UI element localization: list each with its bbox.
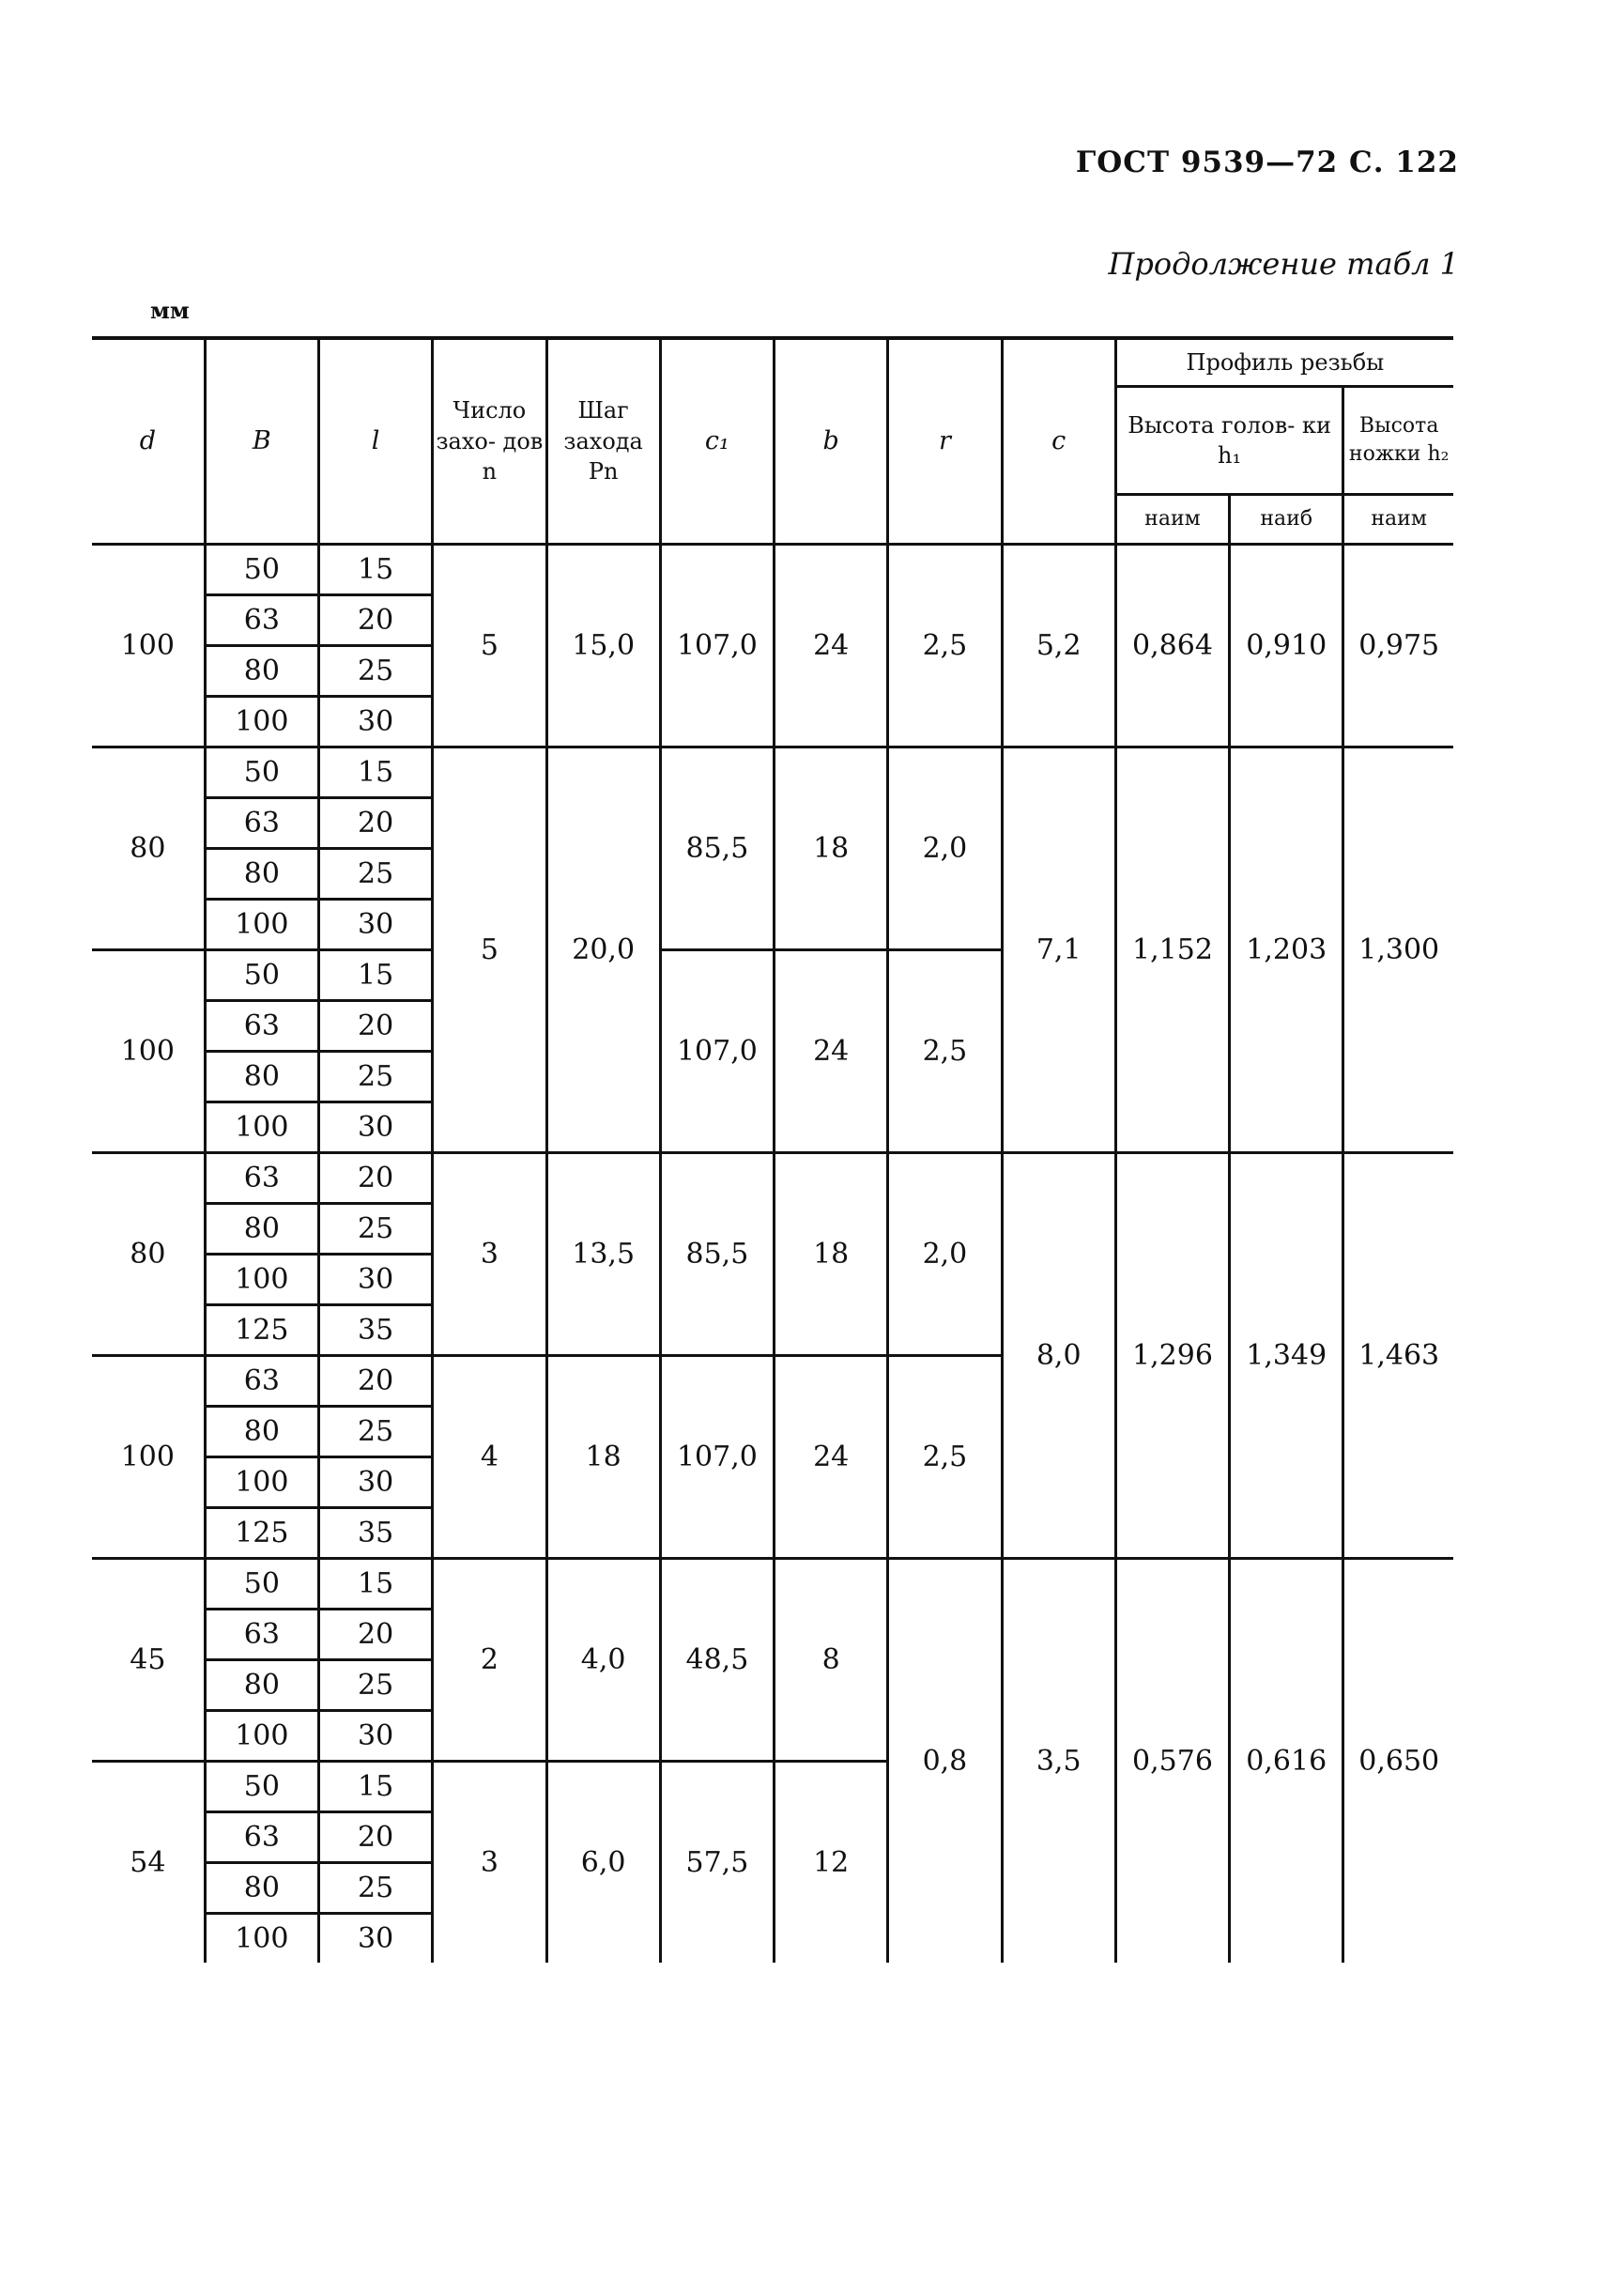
cell-l: 15 — [318, 950, 432, 1001]
col-h1-max: наиб — [1230, 494, 1343, 545]
col-h1: Высота голов- ки h₁ — [1115, 387, 1343, 494]
cell-n: 2 — [433, 1559, 546, 1762]
cell-l: 15 — [318, 747, 432, 798]
cell-l: 20 — [318, 1153, 432, 1204]
cell-l: 25 — [318, 1204, 432, 1255]
cell-n: 5 — [433, 747, 546, 1153]
cell-l: 20 — [318, 1356, 432, 1407]
cell-h1-max: 1,349 — [1230, 1153, 1343, 1559]
cell-b: 18 — [775, 1153, 888, 1356]
cell-r: 2,5 — [888, 950, 1002, 1153]
table-row — [92, 1153, 1453, 1204]
cell-B: 63 — [205, 595, 318, 646]
col-thread-profile: Профиль резьбы — [1115, 338, 1453, 387]
cell-l: 25 — [318, 849, 432, 900]
cell-Pn: 6,0 — [546, 1762, 660, 1964]
cell-l: 15 — [318, 545, 432, 595]
cell-d: 54 — [130, 1846, 166, 1879]
cell-B: 50 — [205, 1559, 318, 1610]
cell-B: 80 — [205, 1660, 318, 1711]
cell-d: 100 — [92, 545, 205, 747]
cell-B: 80 — [205, 1863, 318, 1914]
cell-B: 80 — [205, 1204, 318, 1255]
cell-b: 24 — [775, 950, 888, 1153]
cell-b: 18 — [775, 747, 888, 950]
cell-l: 30 — [318, 900, 432, 950]
cell-h1-min: 1,296 — [1115, 1153, 1229, 1559]
cell-l: 30 — [318, 1457, 432, 1508]
cell-l: 35 — [318, 1508, 432, 1559]
cell-b: 24 — [775, 545, 888, 747]
cell-b: 8 — [775, 1559, 888, 1762]
cell-B: 63 — [205, 1812, 318, 1863]
cell-c: 3,5 — [1002, 1559, 1115, 1964]
cell-l: 30 — [318, 1914, 432, 1964]
cell-h2-min: 1,463 — [1343, 1153, 1453, 1559]
cell-l: 25 — [318, 1863, 432, 1914]
cell-r: 2,5 — [888, 1356, 1002, 1559]
col-B: B — [205, 338, 318, 545]
cell-r: 0,8 — [888, 1559, 1002, 1964]
cell-n: 4 — [433, 1356, 546, 1559]
cell-d: 80 — [92, 747, 205, 950]
cell-l: 25 — [318, 1052, 432, 1102]
col-d: d — [92, 338, 205, 545]
cell-c1: 85,5 — [660, 747, 774, 950]
cell-B: 63 — [205, 1356, 318, 1407]
cell-c: 5,2 — [1002, 545, 1115, 747]
cell-c1: 48,5 — [660, 1559, 774, 1762]
col-l: l — [318, 338, 432, 545]
cell-B: 63 — [205, 1001, 318, 1052]
col-n: Число захо- дов n — [433, 338, 546, 545]
cell-B: 50 — [205, 1762, 318, 1812]
col-h2: Высота ножки h₂ — [1343, 387, 1453, 494]
cell-Pn: 15,0 — [546, 545, 660, 747]
cell-Pn: 4,0 — [546, 1559, 660, 1762]
cell-B: 50 — [205, 747, 318, 798]
cell-c1: 107,0 — [660, 950, 774, 1153]
col-c: c — [1002, 338, 1115, 545]
cell-h1-min: 0,864 — [1115, 545, 1229, 747]
cell-d: 80 — [92, 1153, 205, 1356]
cell-b: 12 — [775, 1762, 888, 1964]
cell-Pn: 13,5 — [546, 1153, 660, 1356]
cell-r: 2,0 — [888, 1153, 1002, 1356]
cell-c1: 85,5 — [660, 1153, 774, 1356]
cell-B: 100 — [205, 1711, 318, 1762]
cell-B: 100 — [205, 900, 318, 950]
cell-Pn: 18 — [546, 1356, 660, 1559]
table-row — [92, 747, 1453, 798]
cell-n: 3 — [433, 1153, 546, 1356]
cell-B: 80 — [205, 1052, 318, 1102]
cell-Pn: 20,0 — [546, 747, 660, 1153]
cell-B: 50 — [205, 545, 318, 595]
cell-n: 5 — [433, 545, 546, 747]
cell-n: 3 — [433, 1762, 546, 1964]
cell-B: 100 — [205, 1102, 318, 1153]
cell-h1-min: 0,576 — [1115, 1559, 1229, 1964]
cell-B: 100 — [205, 1457, 318, 1508]
cell-B: 63 — [205, 1610, 318, 1660]
unit-label: мм — [150, 297, 190, 324]
cell-b: 24 — [775, 1356, 888, 1559]
cell-l: 20 — [318, 798, 432, 849]
col-c1: c₁ — [660, 338, 774, 545]
cell-l: 30 — [318, 1255, 432, 1305]
cell-l: 20 — [318, 595, 432, 646]
table-continuation-caption: Продолжение табл 1 — [1108, 246, 1459, 282]
table-row — [92, 545, 1453, 595]
cell-l: 15 — [318, 1559, 432, 1610]
cell-l: 25 — [318, 646, 432, 697]
thread-parameters-table — [92, 336, 1453, 1963]
cell-c1: 107,0 — [660, 1356, 774, 1559]
col-r: r — [888, 338, 1002, 545]
cell-l: 25 — [318, 1660, 432, 1711]
document-reference: ГОСТ 9539—72 С. 122 — [1075, 146, 1459, 179]
cell-d: 100 — [92, 1356, 205, 1559]
cell-d: 45 — [92, 1559, 205, 1762]
cell-l: 30 — [318, 1711, 432, 1762]
cell-h1-max: 0,616 — [1230, 1559, 1343, 1964]
col-h2-min: наим — [1343, 494, 1453, 545]
cell-h2-min: 0,975 — [1343, 545, 1453, 747]
cell-B: 50 — [205, 950, 318, 1001]
cell-h1-max: 1,203 — [1230, 747, 1343, 1153]
cell-h2-min: 0,650 — [1343, 1559, 1453, 1964]
cell-h2-min: 1,300 — [1343, 747, 1453, 1153]
cell-l: 15 — [318, 1762, 432, 1812]
cell-h1-min: 1,152 — [1115, 747, 1229, 1153]
cell-l: 20 — [318, 1812, 432, 1863]
cell-B: 100 — [205, 1914, 318, 1964]
cell-B: 63 — [205, 798, 318, 849]
cell-d: 100 — [92, 950, 205, 1153]
cell-B: 80 — [205, 849, 318, 900]
table-body — [92, 545, 1453, 1964]
cell-B: 125 — [205, 1508, 318, 1559]
cell-l: 30 — [318, 697, 432, 747]
cell-c1: 107,0 — [660, 545, 774, 747]
cell-r: 2,0 — [888, 747, 1002, 950]
cell-l: 25 — [318, 1407, 432, 1457]
cell-l: 20 — [318, 1610, 432, 1660]
cell-c: 7,1 — [1002, 747, 1115, 1153]
cell-B: 80 — [205, 1407, 318, 1457]
cell-l: 20 — [318, 1001, 432, 1052]
cell-r: 2,5 — [888, 545, 1002, 747]
col-b: b — [775, 338, 888, 545]
cell-l: 35 — [318, 1305, 432, 1356]
cell-l: 30 — [318, 1102, 432, 1153]
cell-B: 80 — [205, 646, 318, 697]
cell-c1: 57,5 — [660, 1762, 774, 1964]
cell-h1-max: 0,910 — [1230, 545, 1343, 747]
cell-c: 8,0 — [1002, 1153, 1115, 1559]
table-row — [92, 1559, 1453, 1610]
cell-B: 125 — [205, 1305, 318, 1356]
cell-B: 63 — [205, 1153, 318, 1204]
col-Pn: Шаг захода Pn — [546, 338, 660, 545]
cell-B: 100 — [205, 1255, 318, 1305]
col-h1-min: наим — [1115, 494, 1229, 545]
cell-B: 100 — [205, 697, 318, 747]
